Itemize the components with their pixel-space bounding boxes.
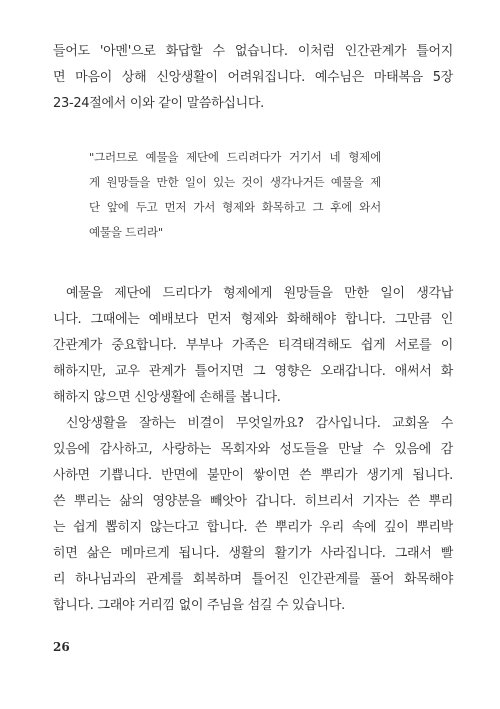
body-text-line: 합니다. 그래야 거리낌 없이 주님을 섬길 수 있습니다. [53, 598, 345, 613]
body-text-line: 사하면 기쁩니다. 반면에 불만이 쌓이면 쓴 뿌리가 생기게 됩니다. [53, 468, 453, 483]
body-text-line: 해하지만, 교우 관계가 틀어지면 그 영향은 오래갑니다. 애써서 화 [53, 364, 453, 379]
body-text-line: 리 하나님과의 관계를 회복하며 틀어진 인간관계를 풀어 화목해야 [53, 572, 453, 587]
body-text-line: 있음에 감사하고, 사랑하는 목회자와 성도들을 만날 수 있음에 감 [53, 442, 453, 457]
body-text-line: 히면 삶은 메마르게 됩니다. 생활의 활기가 사라집니다. 그래서 빨 [53, 546, 453, 561]
scripture-quote-line: 단 앞에 두고 먼저 가서 형제와 화목하고 그 후에 와서 [89, 200, 381, 214]
body-text-line: 는 쉽게 뽑히지 않는다고 합니다. 쓴 뿌리가 우리 속에 깊이 뿌리박 [53, 520, 453, 535]
body-text-line: 간관계가 중요합니다. 부부나 가족은 티격태격해도 쉽게 서로를 이 [53, 338, 453, 353]
scripture-quote-line: 예물을 드리라" [89, 225, 163, 239]
body-text-line: 해하지 않으면 신앙생활에 손해를 봅니다. [53, 390, 281, 405]
body-text-line: 23-24절에서 이와 같이 말씀하십니다. [53, 96, 264, 111]
body-text-line: 들어도 '아멘'으로 화답할 수 없습니다. 이처럼 인간관계가 틀어지 [53, 44, 453, 59]
body-text-line: 면 마음이 상해 신앙생활이 어려워집니다. 예수님은 마태복음 5장 [53, 70, 453, 85]
body-text-line: 예물을 제단에 드리다가 형제에게 원망들을 만한 일이 생각납 [66, 286, 453, 301]
scripture-quote-line: 게 원망들을 만한 일이 있는 것이 생각나거든 예물을 제 [89, 175, 381, 189]
page-number: 26 [53, 640, 70, 654]
body-text-line: 쓴 뿌리는 삶의 영양분을 빼앗아 갑니다. 히브리서 기자는 쓴 뿌리 [53, 494, 453, 509]
body-text-line: 신앙생활을 잘하는 비결이 무엇일까요? 감사입니다. 교회올 수 [66, 416, 453, 431]
scripture-quote-line: "그러므로 예물을 제단에 드리려다가 거기서 네 형제에 [89, 150, 381, 164]
body-text-line: 니다. 그때에는 예배보다 먼저 형제와 화해해야 합니다. 그만큼 인 [53, 312, 453, 327]
